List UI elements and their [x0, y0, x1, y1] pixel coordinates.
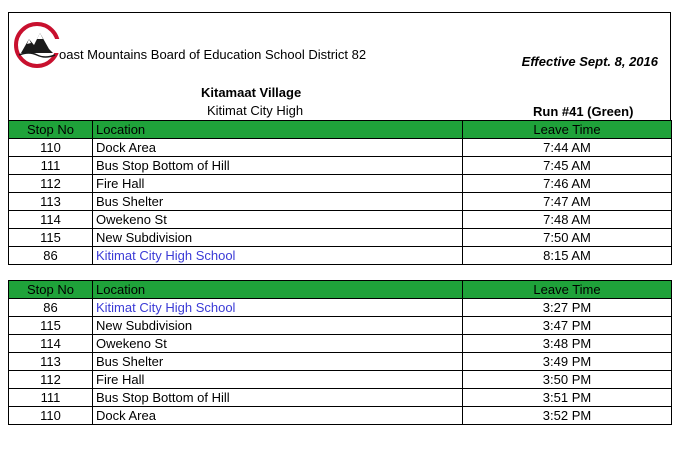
column-header-stop: Stop No: [9, 121, 93, 139]
leave-time: 7:46 AM: [463, 175, 672, 193]
stop-number: 111: [9, 389, 93, 407]
afternoon-schedule-table: [8, 280, 672, 425]
stop-number: 115: [9, 229, 93, 247]
table-row: [9, 353, 672, 371]
stop-location: Dock Area: [93, 139, 463, 157]
column-header-stop: Stop No: [9, 281, 93, 299]
stop-number: 115: [9, 317, 93, 335]
leave-time: 3:50 PM: [463, 371, 672, 389]
district-name: oast Mountains Board of Education School District 82: [59, 47, 367, 62]
table-row: [9, 211, 672, 229]
table-row: [9, 407, 672, 425]
run-number: Run #41 (Green): [533, 104, 634, 119]
mountain-logo-icon: [13, 21, 61, 69]
stop-location: New Subdivision: [93, 229, 463, 247]
table-row: [9, 157, 672, 175]
stop-number: 112: [9, 175, 93, 193]
leave-time: 7:45 AM: [463, 157, 672, 175]
table-row: [9, 229, 672, 247]
table-row: [9, 371, 672, 389]
stop-location-link[interactable]: Kitimat City High School: [93, 299, 463, 317]
table-header-row: [9, 281, 672, 299]
stop-location: Owekeno St: [93, 335, 463, 353]
stop-location: Fire Hall: [93, 371, 463, 389]
stop-location-link[interactable]: Kitimat City High School: [93, 247, 463, 265]
stop-location: Bus Shelter: [93, 193, 463, 211]
table-row: [9, 299, 672, 317]
stop-number: 111: [9, 157, 93, 175]
route-origin: Kitamaat Village: [201, 85, 302, 100]
stop-number: 114: [9, 211, 93, 229]
stop-location: Bus Stop Bottom of Hill: [93, 389, 463, 407]
column-header-time: Leave Time: [463, 121, 672, 139]
stop-number: 86: [9, 247, 93, 265]
leave-time: 3:52 PM: [463, 407, 672, 425]
table-row: [9, 317, 672, 335]
stop-number: 110: [9, 139, 93, 157]
leave-time: 7:47 AM: [463, 193, 672, 211]
leave-time: 7:48 AM: [463, 211, 672, 229]
leave-time: 7:44 AM: [463, 139, 672, 157]
effective-date: Effective Sept. 8, 2016: [521, 54, 658, 69]
morning-schedule-table: [8, 120, 672, 265]
schedule-sheet: [8, 12, 671, 425]
leave-time: 3:27 PM: [463, 299, 672, 317]
table-row: [9, 193, 672, 211]
schedule-header: [8, 12, 671, 121]
route-destination: Kitimat City High: [207, 103, 304, 118]
table-row: [9, 389, 672, 407]
stop-number: 86: [9, 299, 93, 317]
table-row: [9, 335, 672, 353]
stop-number: 110: [9, 407, 93, 425]
column-header-time: Leave Time: [463, 281, 672, 299]
stop-location: Bus Shelter: [93, 353, 463, 371]
table-header-row: [9, 121, 672, 139]
leave-time: 7:50 AM: [463, 229, 672, 247]
leave-time: 3:49 PM: [463, 353, 672, 371]
leave-time: 3:48 PM: [463, 335, 672, 353]
table-row: [9, 175, 672, 193]
stop-location: Fire Hall: [93, 175, 463, 193]
stop-location: Dock Area: [93, 407, 463, 425]
column-header-location: Location: [93, 121, 463, 139]
table-row: [9, 247, 672, 265]
leave-time: 8:15 AM: [463, 247, 672, 265]
stop-number: 114: [9, 335, 93, 353]
stop-number: 113: [9, 353, 93, 371]
leave-time: 3:47 PM: [463, 317, 672, 335]
stop-number: 113: [9, 193, 93, 211]
stop-location: Bus Stop Bottom of Hill: [93, 157, 463, 175]
leave-time: 3:51 PM: [463, 389, 672, 407]
stop-location: New Subdivision: [93, 317, 463, 335]
table-row: [9, 139, 672, 157]
column-header-location: Location: [93, 281, 463, 299]
stop-location: Owekeno St: [93, 211, 463, 229]
stop-number: 112: [9, 371, 93, 389]
